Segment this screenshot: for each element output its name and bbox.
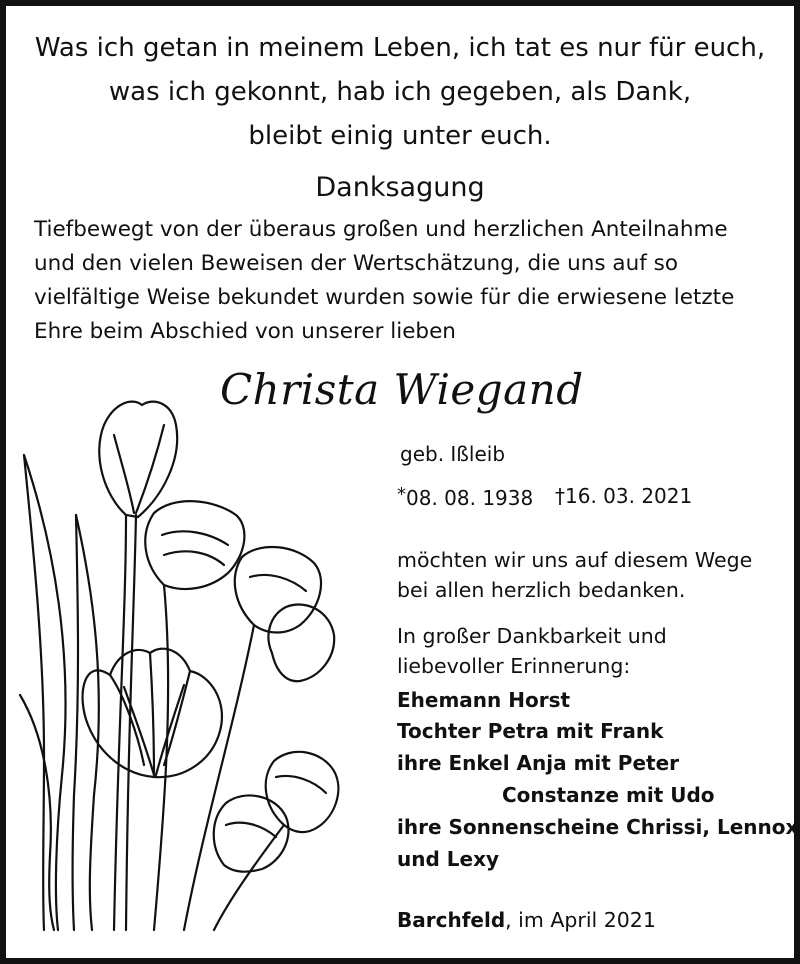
family-member: und Lexy [397,847,500,871]
death-date-row [555,484,692,508]
family-member: Tochter Petra mit Frank [397,719,664,743]
died-date: 16. 03. 2021 [565,484,693,508]
place-date [397,906,656,934]
intro-line-3: vielfältige Weise bekundet wurden sowie für die erwiesene letzte [34,285,735,310]
intro-line-2: und den vielen Beweisen der Wertschätzung, die uns auf so [34,251,678,276]
poem-line-2: was ich gekonnt, hab ich gegeben, als Dank, [108,77,692,107]
notice-heading: Danksagung [315,172,485,203]
family-member: ihre Enkel Anja mit Peter [397,751,679,775]
born-symbol: * [397,484,406,505]
tulip-bouquet-icon [14,395,344,935]
family-member: Ehemann Horst [397,688,571,712]
died-symbol: † [555,484,565,508]
intro-line-1: Tiefbewegt von der überaus großen und herzlichen Anteilnahme [34,217,728,242]
intro-line-4: Ehre beim Abschied von unserer lieben [34,319,456,344]
thanks-line-2: bei allen herzlich bedanken. [397,578,686,602]
family-member: ihre Sonnenscheine Chrissi, Lennox [397,815,799,839]
born-date: 08. 08. 1938 [406,486,534,510]
place: Barchfeld [397,908,506,932]
closing-line-1: In großer Dankbarkeit und [397,624,667,648]
date: , im April 2021 [505,908,656,932]
deceased-name: Christa Wiegand [220,365,584,414]
closing-line-2: liebevoller Erinnerung: [397,654,631,678]
family-member: Constanze mit Udo [502,783,715,807]
birth-name: geb. Ißleib [400,442,506,466]
birth-date-row [397,484,533,510]
thanks-line-1: möchten wir uns auf diesem Wege [397,548,753,572]
poem-line-3: bleibt einig unter euch. [248,121,552,151]
poem-line-1: Was ich getan in meinem Leben, ich tat es nur für euch, [34,33,766,63]
